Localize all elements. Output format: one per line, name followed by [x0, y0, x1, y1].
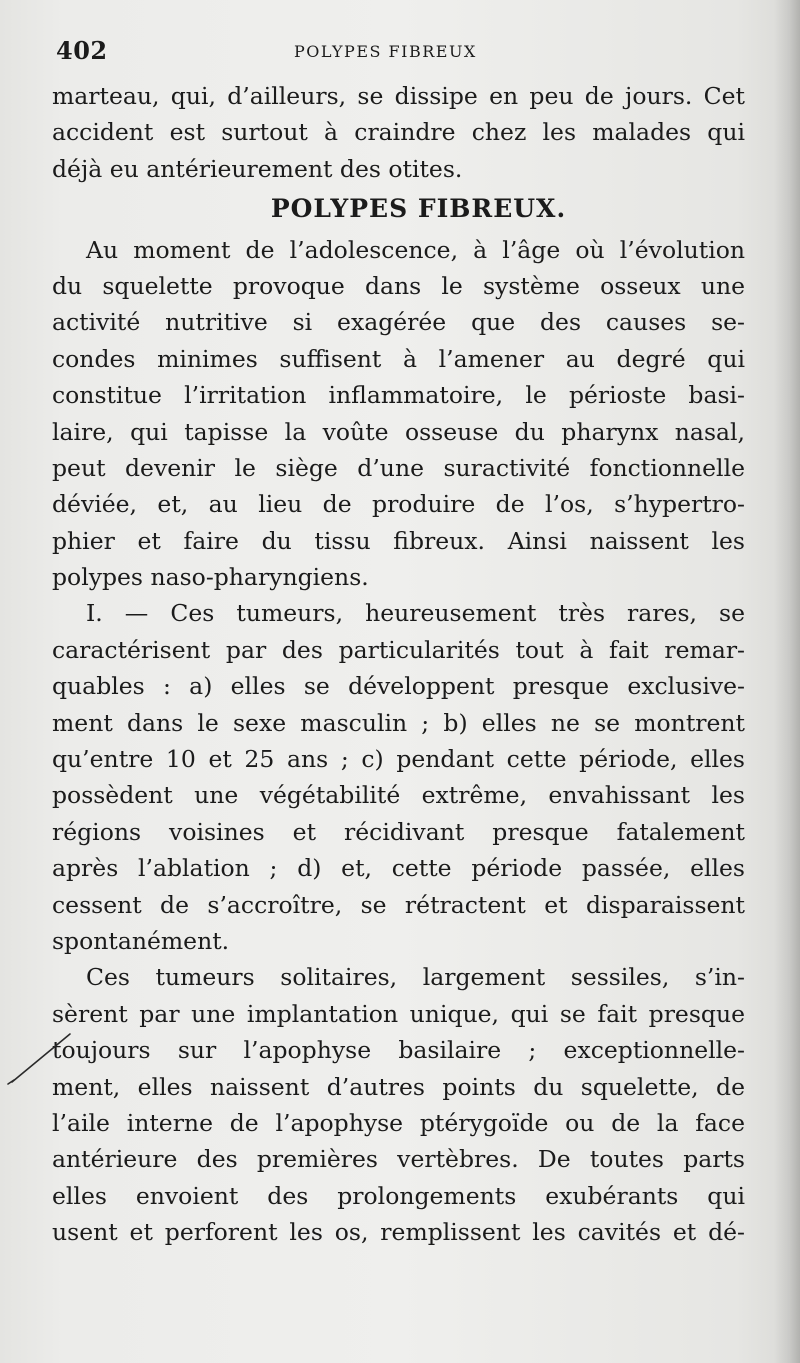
text-line: condes minimes suffisent à l’amener au degré qui	[52, 344, 745, 373]
text-line: laire, qui tapisse la voûte osseuse du pharynx nasal,	[52, 417, 745, 446]
text-line: Au moment de l’adolescence, à l’âge où l’évolution	[86, 235, 745, 264]
text-line: l’aile interne de l’apophyse ptérygoïde ou de la face	[52, 1108, 745, 1137]
text-line: polypes naso-pharyngiens.	[52, 563, 369, 592]
body-text	[52, 78, 745, 1251]
text-line: du squelette provoque dans le système osseux une	[52, 271, 745, 300]
text-line: accident est surtout à craindre chez les malades qui	[52, 118, 745, 147]
handwritten-slash-mark	[4, 1030, 74, 1090]
text-line: phier et faire du tissu fibreux. Ainsi naissent les	[52, 526, 745, 555]
text-line: quables : a) elles se développent presque exclusive-	[52, 672, 745, 701]
text-line: marteau, qui, d’ailleurs, se dissipe en peu de jours. Cet	[52, 82, 745, 110]
text-line: toujours sur l’apophyse basilaire ; exceptionnelle-	[52, 1036, 745, 1065]
page-number: 402	[56, 36, 108, 65]
text-line: régions voisines et récidivant presque fatalement	[52, 817, 745, 846]
text-line: spontanément.	[52, 926, 230, 955]
text-line: I. — Ces tumeurs, heureusement très rares, se	[86, 599, 745, 628]
text-line: usent et perforent les os, remplissent les cavités et dé-	[52, 1218, 745, 1247]
text-line: ment, elles naissent d’autres points du squelette, de	[52, 1072, 745, 1101]
text-line: activité nutritive si exagérée que des causes se-	[52, 308, 745, 337]
section-heading: POLYPES FIBREUX.	[270, 194, 567, 224]
text-line: sèrent par une implantation unique, qui se fait presque	[52, 999, 745, 1028]
text-line: Ces tumeurs solitaires, largement sessiles, s’in-	[86, 963, 745, 992]
text-line: elles envoient des prolongements exubérants qui	[52, 1181, 745, 1210]
text-line: cessent de s’accroître, se rétractent et disparaissent	[52, 890, 745, 919]
text-line: ment dans le sexe masculin ; b) elles ne se montrent	[52, 708, 745, 737]
text-line: après l’ablation ; d) et, cette période passée, elles	[52, 854, 745, 883]
text-line: antérieure des premières vertèbres. De toutes parts	[52, 1145, 745, 1174]
text-line: caractérisent par des particularités tout à fait remar-	[52, 635, 745, 664]
text-line: qu’entre 10 et 25 ans ; c) pendant cette période, elles	[52, 745, 745, 774]
running-head: POLYPES FIBREUX	[294, 42, 477, 61]
page-edge-shadow	[774, 0, 800, 1363]
page-header	[56, 36, 746, 66]
text-line: déviée, et, au lieu de produire de l’os, s’hypertro-	[52, 490, 745, 519]
text-line: constitue l’irritation inflammatoire, le périoste basi-	[52, 381, 745, 410]
text-line: peut devenir le siège d’une suractivité fonctionnelle	[52, 453, 745, 482]
text-line: déjà eu antérieurement des otites.	[52, 154, 463, 183]
text-line: possèdent une végétabilité extrême, envahissant les	[52, 781, 745, 810]
